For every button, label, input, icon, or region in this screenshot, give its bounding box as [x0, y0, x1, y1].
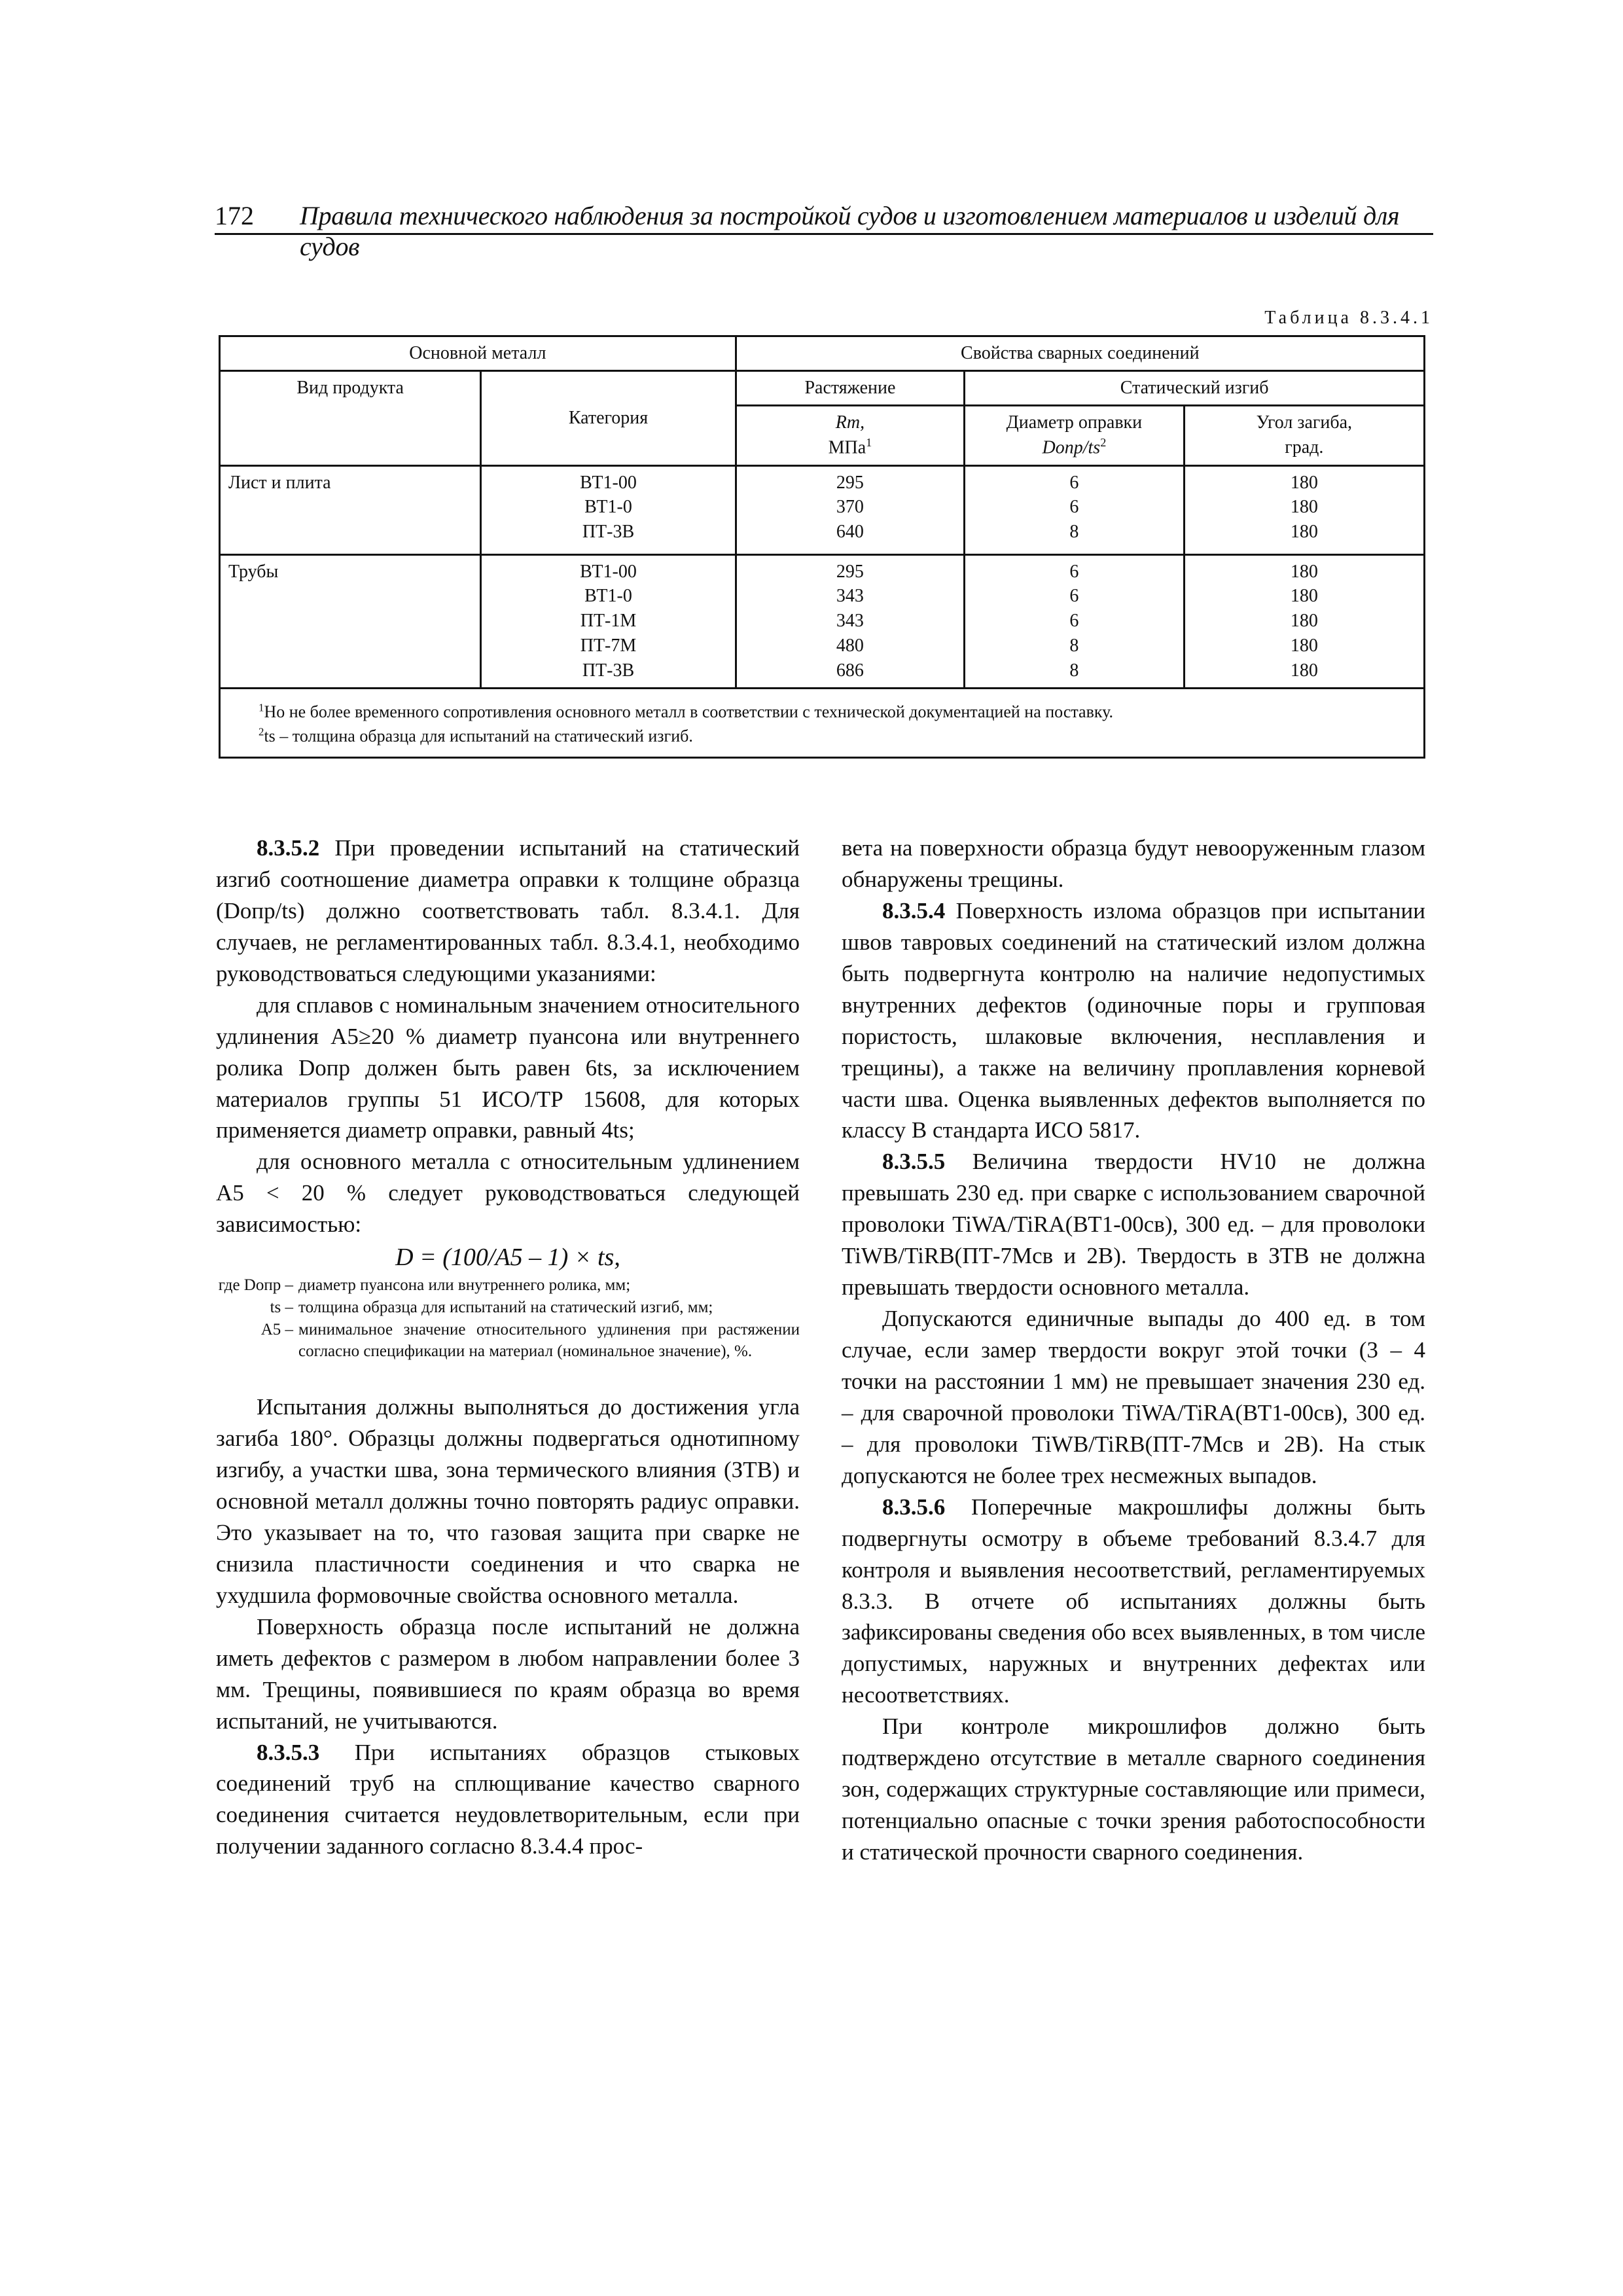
paragraph: [216, 1737, 800, 1863]
cell-value: 180: [1290, 660, 1318, 681]
cell-value: ПТ-3В: [582, 660, 635, 681]
cell-value: 343: [836, 611, 864, 632]
angle-label: Угол загиба,: [1256, 412, 1353, 433]
cell-value: 686: [836, 660, 864, 681]
table-row: [220, 465, 1425, 554]
table-header-row: [220, 336, 1425, 371]
section-number: 8.3.5.4: [882, 897, 946, 924]
cell-value: 480: [836, 635, 864, 656]
page-header: [215, 196, 1433, 261]
left-column: [216, 833, 800, 1862]
right-column: [842, 833, 1425, 1868]
mandrel-cell: [965, 465, 1184, 554]
cell-value: 180: [1290, 611, 1318, 632]
angle-cell: [1184, 554, 1424, 688]
section-number: 8.3.5.3: [257, 1739, 320, 1765]
table-caption: Таблица 8.3.4.1: [1264, 308, 1433, 328]
category-cell: [481, 465, 736, 554]
category-cell: [481, 554, 736, 688]
cell-value: 6: [1069, 472, 1079, 493]
data-table: [219, 335, 1425, 759]
definition-text: диаметр пуансона или внутреннего ролика, мм;: [298, 1276, 631, 1295]
mandrel-symbol: Dопр/ts: [1042, 437, 1101, 458]
cell-value: 295: [836, 472, 864, 493]
definition-row: [216, 1297, 800, 1319]
cell-value: 640: [836, 522, 864, 543]
paragraph: вета на поверхности образца будут невооруженным глазом обнаружены трещины.: [842, 835, 1425, 892]
definition-symbol: ts –: [270, 1298, 293, 1316]
paragraph: [842, 1146, 1425, 1303]
header-mandrel: Диаметр оправки Dопр/$ts^2$: [965, 405, 1184, 465]
paragraph: [216, 833, 800, 990]
cell-value: 6: [1069, 586, 1079, 607]
section-number: 8.3.5.2: [257, 835, 320, 861]
rm-cell: [736, 554, 965, 688]
table-header-row: [220, 370, 1425, 405]
rm-cell: [736, 465, 965, 554]
definition-text: толщина образца для испытаний на статический изгиб, мм;: [298, 1298, 713, 1316]
cell-value: ВТ1-0: [584, 497, 632, 518]
footnote-1: $^1$Но не более временного сопротивления основного металл в соответствии с технической документацией на поставку.: [259, 700, 1114, 721]
footnote-text: Но не более временного сопротивления основного металл в соответствии с технической документацией на поставку.: [264, 702, 1114, 721]
table-footnotes: [220, 688, 1425, 757]
cell-value: ВТ1-0: [584, 586, 632, 607]
definition-row: [216, 1319, 800, 1363]
formula: D = (100/A5 – 1) × ts,: [395, 1244, 620, 1272]
cell-value: ВТ1-00: [580, 472, 637, 493]
paragraph: Поверхность образца после испытаний не должна иметь дефектов с размером в любом направлении более 3 мм. Трещины, появившиеся по краям образца во время испытаний, не учитываются.: [216, 1613, 800, 1734]
definition-row: [216, 1274, 800, 1297]
header-category: Категория: [481, 370, 736, 465]
cell-value: 180: [1290, 497, 1318, 518]
definition-symbol: где Dопр –: [218, 1276, 293, 1295]
cell-value: 8: [1069, 660, 1079, 681]
header-tension: Растяжение: [736, 370, 965, 405]
cell-value: 6: [1069, 561, 1079, 582]
cell-value: 180: [1290, 635, 1318, 656]
cell-value: 6: [1069, 497, 1079, 518]
cell-value: 180: [1290, 586, 1318, 607]
table-row: [220, 554, 1425, 688]
footnote-2: $^2$ts – толщина образца для испытаний на статический изгиб.: [259, 725, 693, 746]
paragraph-text: Поверхность излома образцов при испытании швов тавровых соединений на статический излом должна быть подвергнута контролю на наличие недопустимых внутренних дефектов (одиночные поры и групповая пористость, шлаковые включения, несплавления и трещины), а также на величину проплавления корневой части шва. Оценка выявленных дефектов выполняется по классу B стандарта ИСО 5817.: [842, 897, 1425, 1143]
paragraph-text: При испытаниях образцов стыковых соединений труб на сплющивание качество сварного соединения считается неудовлетворительным, если при получении заданного согласно 8.3.4.4 прос-: [216, 1739, 800, 1859]
running-title: Правила технического наблюдения за постройкой судов и изготовлением материалов и изделий для судов: [300, 201, 1400, 261]
definition-text: минимальное значение относительного удлинения при растяжении согласно спецификации на материал (номинальное значение), %.: [298, 1320, 800, 1361]
header-base-metal: Основной металл: [220, 336, 736, 371]
cell-value: 180: [1290, 561, 1318, 582]
paragraph: Допускаются единичные выпады до 400 ед. в том случае, если замер твердости вокруг этой точки (3 – 4 точки на расстоянии 1 мм) не превышает значения 230 ед. – для сварочной проволоки TiWA/TiRA(ВТ1-00св), 300 ед. – для проволоки TiWB/TiRB(ПТ-7Мсв и 2В). На стык допускаются не более трех несмежных выпадов.: [842, 1306, 1425, 1488]
mandrel-label: Диаметр оправки: [1006, 412, 1143, 433]
footnotes-cell: [220, 688, 1425, 757]
paragraph: для сплавов с номинальным значением относительного удлинения A5≥20 % диаметр пуансона или внутреннего ролика Dопр должен быть равен 6ts, за исключением материалов группы 51 ИСО/ТР 15608, для которых применяется диаметр оправки, равный 4ts;: [216, 992, 800, 1143]
paragraph: для основного металла с относительным удлинением A5 < 20 % следует руководствоваться следующей зависимостью:: [216, 1149, 800, 1238]
paragraph-text: При проведении испытаний на статический изгиб соотношение диаметра оправки к толщине образца (Dопр/ts) должно соответствовать табл. 8.3.4.1. Для случаев, не регламентированных табл. 8.3.4.1, необходимо руководствоваться следующими указаниями:: [216, 835, 800, 986]
cell-value: 343: [836, 586, 864, 607]
cell-value: 8: [1069, 522, 1079, 543]
header-static-bend: Статический изгиб: [965, 370, 1425, 405]
header-angle: [1184, 405, 1424, 465]
rm-unit: МПа: [828, 437, 866, 458]
formula-definitions: [216, 1274, 800, 1363]
cell-value: 180: [1290, 472, 1318, 493]
cell-value: 180: [1290, 522, 1318, 543]
section-number: 8.3.5.5: [882, 1149, 946, 1175]
cell-value: 370: [836, 497, 864, 518]
section-number: 8.3.5.6: [882, 1494, 946, 1520]
header-product-type: Вид продукта: [220, 370, 481, 465]
paragraph-text: Величина твердости HV10 не должна превышать 230 ед. при сварке с использованием сварочной проволоки TiWA/TiRA(ВТ1-00св), 300 ед. – для проволоки TiWB/TiRB(ПТ-7Мсв и 2В). Твердость в ЗТВ не должна превышать твердости основного металла.: [842, 1149, 1425, 1300]
cell-value: ПТ-1М: [580, 611, 637, 632]
paragraph: [842, 1492, 1425, 1712]
cell-value: ВТ1-00: [580, 561, 637, 582]
paragraph: [842, 895, 1425, 1147]
product-cell: Трубы: [220, 554, 481, 688]
angle-cell: [1184, 465, 1424, 554]
cell-value: 295: [836, 561, 864, 582]
cell-value: ПТ-3В: [582, 522, 635, 543]
cell-value: 6: [1069, 611, 1079, 632]
cell-value: ПТ-7М: [580, 635, 637, 656]
page-number: 172: [215, 201, 254, 230]
paragraph: При контроле микрошлифов должно быть подтверждено отсутствие в металле сварного соединения зон, содержащих структурные составляющие или примеси, потенциально опасные с точки зрения работоспособности и статической прочности сварного соединения.: [842, 1713, 1425, 1865]
paragraph-text: Поперечные макрошлифы должны быть подвергнуты осмотру в объеме требований 8.3.4.7 для контроля и выявления несоответствий, регламентируемых 8.3.3. В отчете об испытаниях должны быть зафиксированы сведения обо всех выявленных, в том числе допустимых, наружных и внутренних дефектах или несоответствиях.: [842, 1494, 1425, 1708]
cell-value: 8: [1069, 635, 1079, 656]
paragraph: Испытания должны выполняться до достижения угла загиба 180°. Образцы должны подвергаться однотипному изгибу, а участки шва, зона термического влияния (ЗТВ) и основной металл должны точно повторять радиус оправки. Это указывает на то, что газовая защита при сварке не снизила пластичности соединения и что сварка не ухудшила формовочные свойства основного металла.: [216, 1394, 800, 1608]
footnote-text: ts – толщина образца для испытаний на статический изгиб.: [264, 726, 693, 746]
header-weld-props: Свойства сварных соединений: [736, 336, 1424, 371]
product-cell: Лист и плита: [220, 465, 481, 554]
definition-symbol: A5 –: [260, 1320, 293, 1338]
header-rm: Rm, МПа$^1$: [736, 405, 965, 465]
rm-symbol: Rm,: [835, 412, 865, 433]
mandrel-cell: [965, 554, 1184, 688]
angle-unit: град.: [1285, 437, 1324, 458]
